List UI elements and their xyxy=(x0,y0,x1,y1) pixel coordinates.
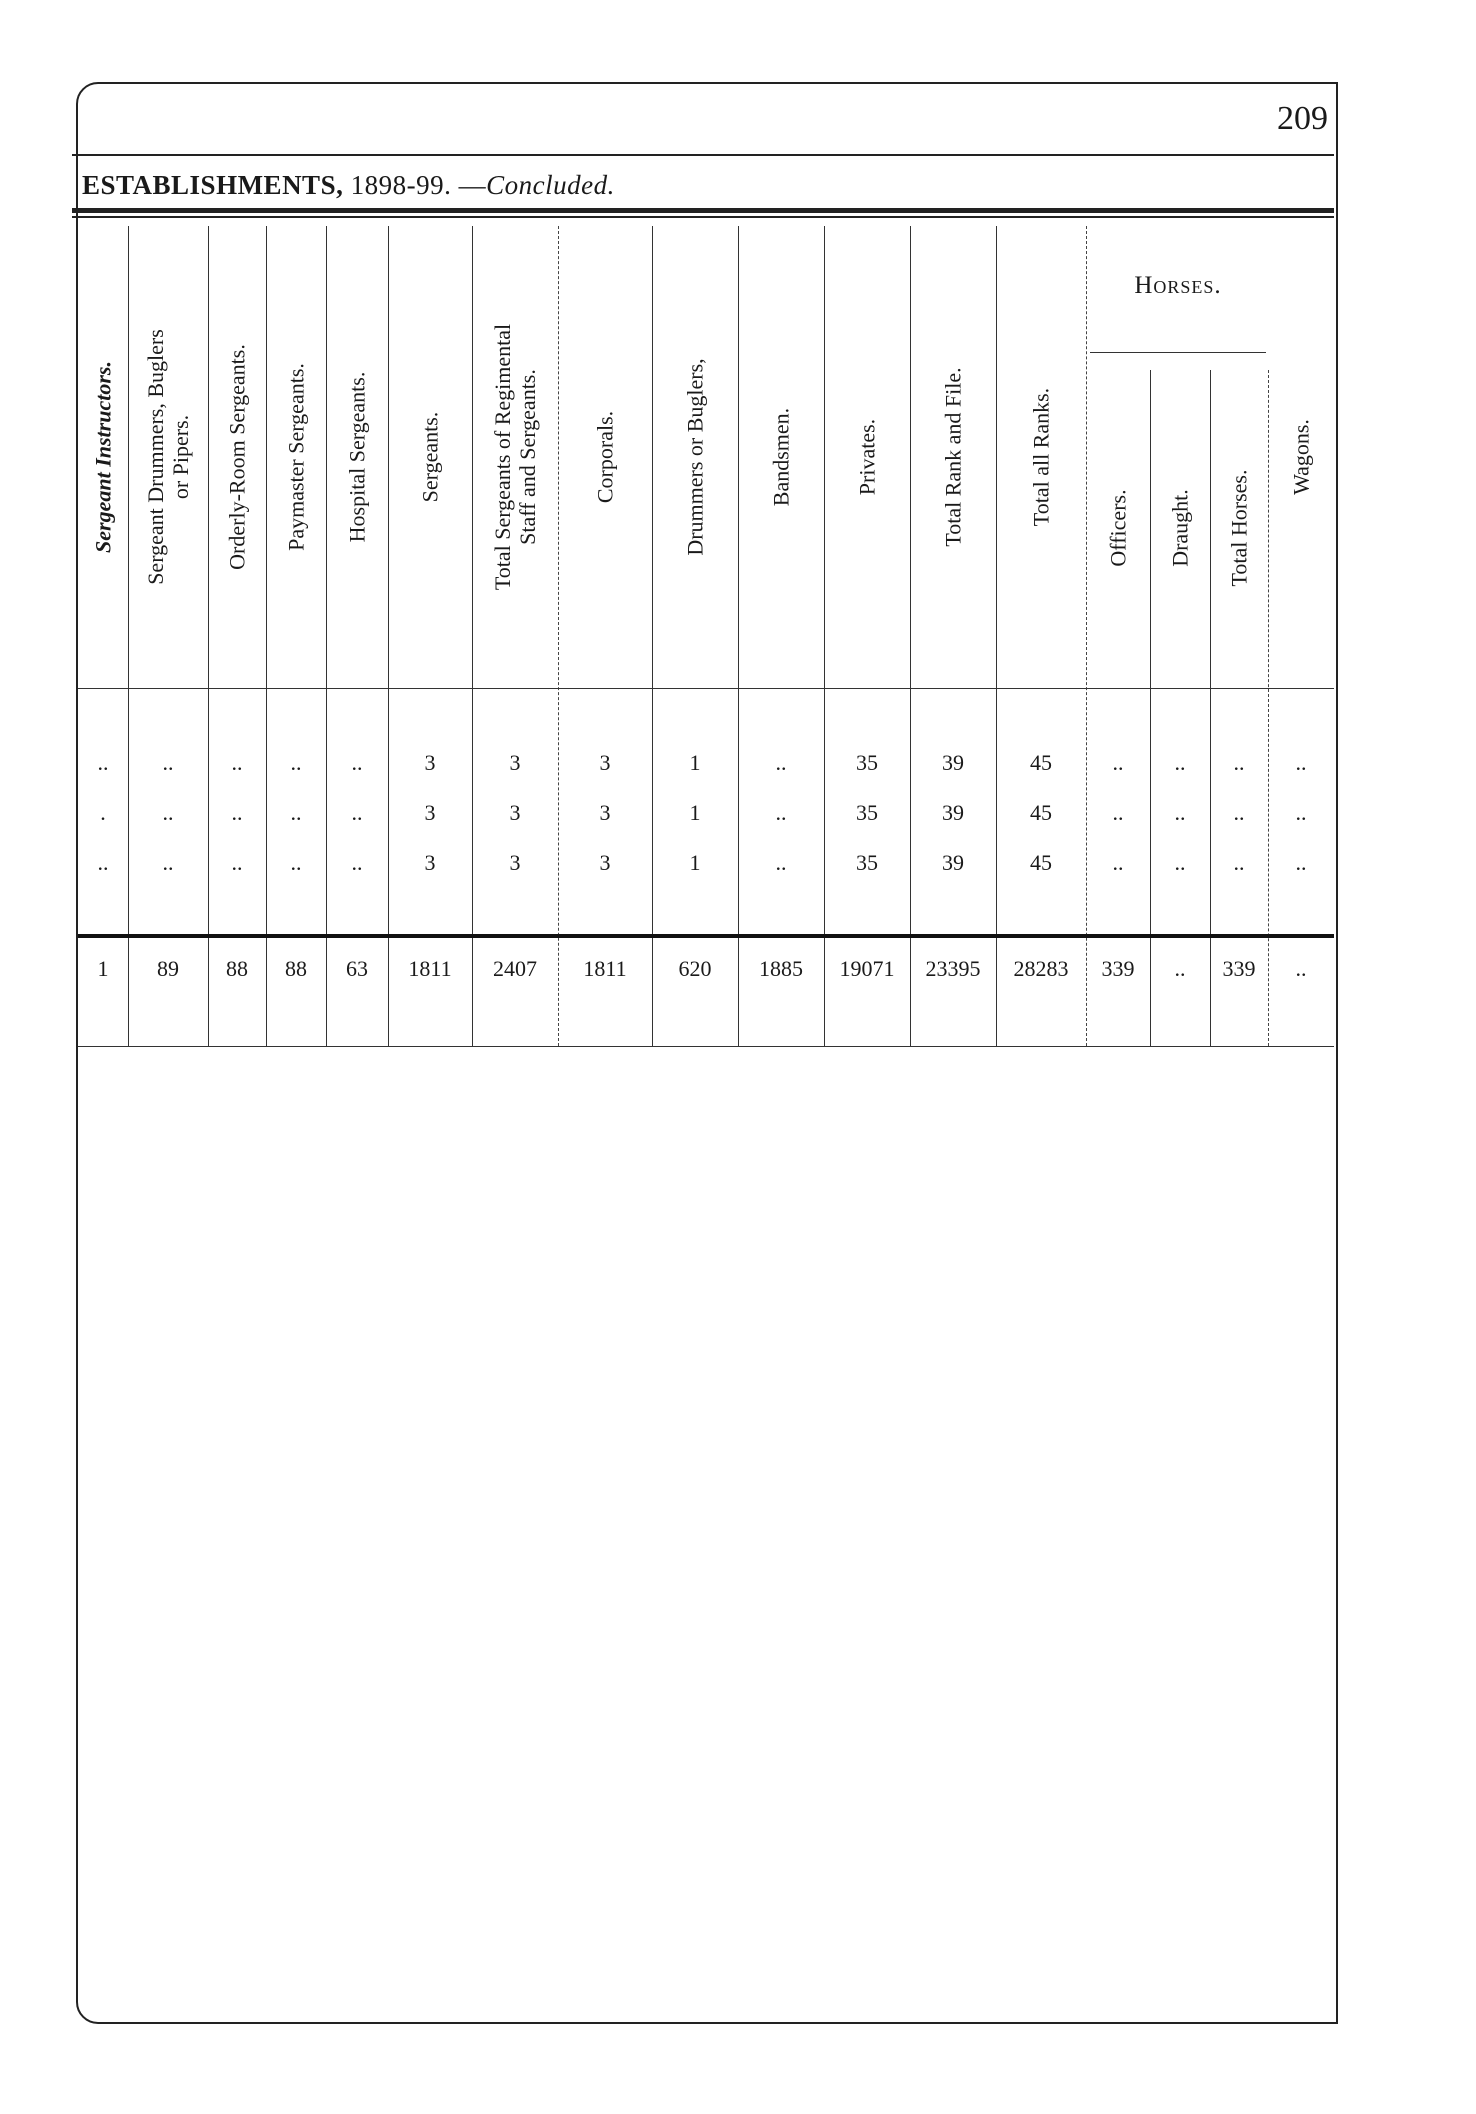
title-double-rule-2 xyxy=(72,216,1334,218)
column-header-line: Paymaster Sergeants. xyxy=(283,363,309,551)
table-cell-bandsmen: .. xyxy=(775,800,787,825)
column-divider xyxy=(388,226,389,1046)
column-divider xyxy=(1150,370,1151,1046)
table-cell-total-rank-and-file: 39 xyxy=(942,750,964,775)
column-header-horses-draught xyxy=(1168,489,1193,567)
total-cell-privates: 19071 xyxy=(839,956,895,981)
column-divider xyxy=(1268,370,1269,1046)
table-cell-orderly-room-sergeants: .. xyxy=(231,800,243,825)
table-cell-hospital-sergeants: .. xyxy=(351,800,363,825)
column-divider xyxy=(1086,226,1087,1046)
table-cell-total-all-ranks: 45 xyxy=(1030,850,1052,875)
column-header-line: Staff and Sergeants. xyxy=(515,369,540,545)
column-divider xyxy=(558,226,559,1046)
total-cell-drummers-or-buglers: 620 xyxy=(678,956,712,981)
column-header-sergeant-drummers xyxy=(143,329,193,585)
column-header-drummers-or-buglers xyxy=(683,358,708,555)
column-header-line: Orderly-Room Sergeants. xyxy=(224,344,250,570)
total-cell-hospital-sergeants: 63 xyxy=(346,956,368,981)
table-cell-privates: 35 xyxy=(856,800,878,825)
total-cell-orderly-room-sergeants: 88 xyxy=(226,956,248,981)
title-top-rule xyxy=(72,154,1334,156)
table-cell-paymaster-sergeants: .. xyxy=(290,750,302,775)
table-cell-total-horses: .. xyxy=(1233,800,1245,825)
column-divider xyxy=(1210,370,1211,1046)
table-cell-total-sergeants: 3 xyxy=(509,800,521,825)
total-cell-wagons: .. xyxy=(1295,956,1307,981)
table-cell-sergeant-drummers: .. xyxy=(162,750,174,775)
column-divider xyxy=(128,226,129,1046)
total-cell-sergeant-drummers: 89 xyxy=(157,956,179,981)
table-cell-total-sergeants: 3 xyxy=(509,850,521,875)
table-cell-corporals: 3 xyxy=(599,800,611,825)
column-header-line: or Pipers. xyxy=(168,414,193,500)
column-header-line: Sergeant Instructors. xyxy=(90,361,116,553)
table-cell-total-all-ranks: 45 xyxy=(1030,800,1052,825)
table-cell-total-rank-and-file: 39 xyxy=(942,800,964,825)
table-cell-sergeant-instructors: .. xyxy=(97,850,109,875)
table-cell-corporals: 3 xyxy=(599,750,611,775)
total-cell-bandsmen: 1885 xyxy=(759,956,803,981)
table-cell-horses-draught: .. xyxy=(1174,750,1186,775)
horses-group-label: Horses. xyxy=(1134,272,1222,299)
column-header-line: Drummers or Buglers, xyxy=(682,358,708,556)
total-cell-horses-draught: .. xyxy=(1174,956,1186,981)
column-header-line: Officers. xyxy=(1105,489,1131,567)
table-cell-paymaster-sergeants: .. xyxy=(290,800,302,825)
table-cell-wagons: .. xyxy=(1295,750,1307,775)
totals-rule xyxy=(78,934,1334,938)
column-header-total-rank-and-file xyxy=(941,367,966,546)
column-divider xyxy=(208,226,209,1046)
table-cell-horses-officers: .. xyxy=(1112,850,1124,875)
table-cell-sergeants: 3 xyxy=(424,850,436,875)
column-header-wagons xyxy=(1289,419,1314,495)
column-header-line: Total Horses. xyxy=(1226,469,1252,587)
total-cell-total-all-ranks: 28283 xyxy=(1013,956,1069,981)
column-divider xyxy=(996,226,997,1046)
column-header-line: Corporals. xyxy=(592,410,618,504)
column-header-hospital-sergeants xyxy=(345,372,370,543)
total-cell-sergeants: 1811 xyxy=(408,956,452,981)
column-header-line: Sergeant Drummers, Buglers xyxy=(143,329,168,585)
column-header-sergeants xyxy=(418,412,443,503)
column-header-line: Total Sergeants of Regimental xyxy=(490,323,515,591)
table-cell-total-sergeants: 3 xyxy=(509,750,521,775)
table-cell-orderly-room-sergeants: .. xyxy=(231,850,243,875)
page-number: 209 xyxy=(1277,100,1328,137)
table-cell-hospital-sergeants: .. xyxy=(351,750,363,775)
table-cell-sergeant-instructors: . xyxy=(100,800,106,825)
table-title xyxy=(82,170,615,201)
horses-group-rule xyxy=(1090,352,1266,353)
column-header-line: Total Rank and File. xyxy=(940,367,966,547)
table-cell-sergeants: 3 xyxy=(424,750,436,775)
header-bottom-rule xyxy=(78,688,1334,689)
total-cell-horses-officers: 339 xyxy=(1101,956,1135,981)
table-cell-orderly-room-sergeants: .. xyxy=(231,750,243,775)
table-cell-sergeants: 3 xyxy=(424,800,436,825)
table-cell-total-all-ranks: 45 xyxy=(1030,750,1052,775)
column-divider xyxy=(910,226,911,1046)
column-header-total-sergeants xyxy=(490,324,540,590)
table-cell-total-rank-and-file: 39 xyxy=(942,850,964,875)
title-year: 1898-99. xyxy=(343,170,452,200)
column-divider xyxy=(738,226,739,1046)
table-cell-drummers-or-buglers: 1 xyxy=(689,850,701,875)
column-header-line: Sergeants. xyxy=(417,411,443,503)
title-main: ESTABLISHMENTS, xyxy=(82,170,344,200)
column-header-total-all-ranks xyxy=(1029,388,1054,526)
column-divider xyxy=(824,226,825,1046)
column-header-line: Total all Ranks. xyxy=(1028,387,1054,527)
table-cell-privates: 35 xyxy=(856,850,878,875)
column-header-line: Privates. xyxy=(854,418,880,496)
table-cell-horses-officers: .. xyxy=(1112,750,1124,775)
table-cell-hospital-sergeants: .. xyxy=(351,850,363,875)
total-cell-total-sergeants: 2407 xyxy=(493,956,537,981)
total-cell-total-horses: 339 xyxy=(1222,956,1256,981)
total-cell-total-rank-and-file: 23395 xyxy=(925,956,981,981)
column-divider xyxy=(652,226,653,1046)
table-cell-drummers-or-buglers: 1 xyxy=(689,800,701,825)
table-bottom-rule xyxy=(78,1046,1334,1047)
table-cell-sergeant-instructors: .. xyxy=(97,750,109,775)
table-cell-drummers-or-buglers: 1 xyxy=(689,750,701,775)
column-header-sergeant-instructors xyxy=(91,361,116,553)
column-header-line: Wagons. xyxy=(1288,419,1314,495)
title-double-rule-1 xyxy=(72,208,1334,213)
column-header-line: Hospital Sergeants. xyxy=(344,371,370,543)
column-header-horses-officers xyxy=(1106,489,1131,566)
column-divider xyxy=(472,226,473,1046)
column-header-orderly-room-sergeants xyxy=(225,344,250,570)
table-cell-bandsmen: .. xyxy=(775,850,787,875)
table-cell-privates: 35 xyxy=(856,750,878,775)
table-cell-horses-officers: .. xyxy=(1112,800,1124,825)
title-concluded: Concluded. xyxy=(486,170,615,200)
column-divider xyxy=(326,226,327,1046)
table-cell-total-horses: .. xyxy=(1233,850,1245,875)
table-cell-corporals: 3 xyxy=(599,850,611,875)
total-cell-corporals: 1811 xyxy=(583,956,627,981)
table-cell-bandsmen: .. xyxy=(775,750,787,775)
column-divider xyxy=(266,226,267,1046)
title-dash: — xyxy=(451,170,487,200)
table-cell-paymaster-sergeants: .. xyxy=(290,850,302,875)
table-cell-horses-draught: .. xyxy=(1174,800,1186,825)
column-header-total-horses xyxy=(1227,470,1252,587)
column-header-paymaster-sergeants xyxy=(284,363,309,551)
table-cell-wagons: .. xyxy=(1295,800,1307,825)
column-header-line: Draught. xyxy=(1167,489,1193,567)
column-header-bandsmen xyxy=(769,408,794,506)
column-header-corporals xyxy=(593,411,618,503)
total-cell-paymaster-sergeants: 88 xyxy=(285,956,307,981)
column-header-line: Bandsmen. xyxy=(768,407,794,507)
column-header-privates xyxy=(855,419,880,495)
table-cell-sergeant-drummers: .. xyxy=(162,800,174,825)
table-cell-total-horses: .. xyxy=(1233,750,1245,775)
table-cell-sergeant-drummers: .. xyxy=(162,850,174,875)
table-cell-wagons: .. xyxy=(1295,850,1307,875)
total-cell-sergeant-instructors: 1 xyxy=(97,956,109,981)
table-cell-horses-draught: .. xyxy=(1174,850,1186,875)
